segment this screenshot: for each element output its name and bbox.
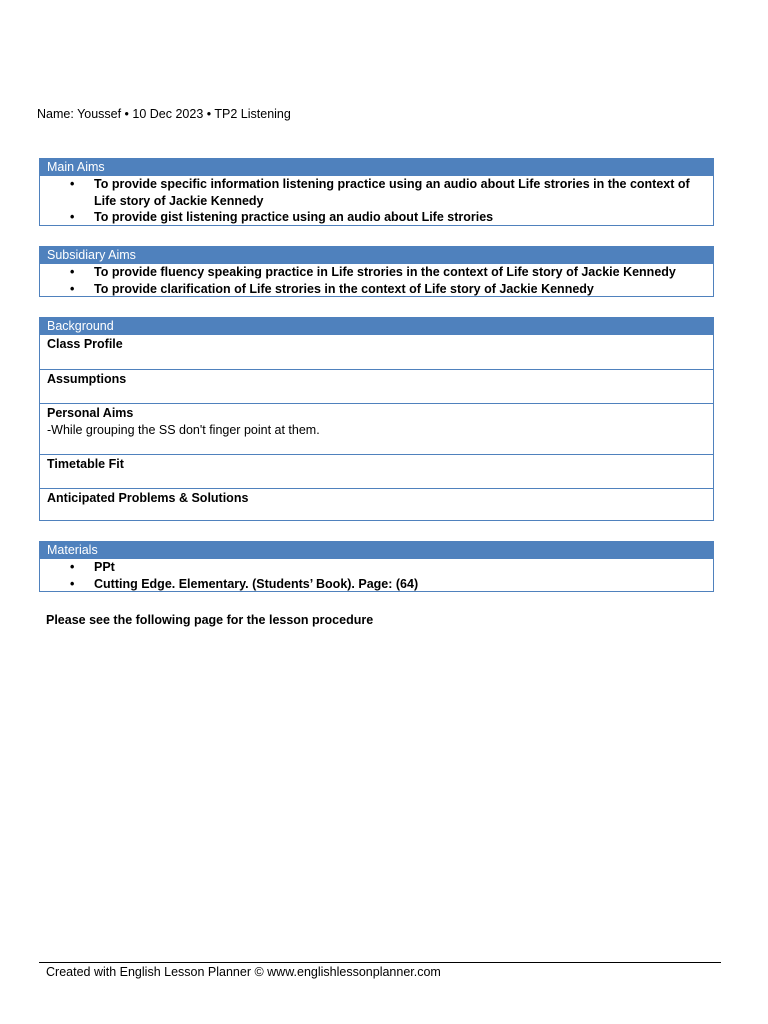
aim-text: To provide specific information listening practice using an audio about Life strories in the context of Life story of Jackie Kennedy <box>94 177 690 208</box>
background-rows <box>40 335 713 521</box>
material-text: Cutting Edge. Elementary. (Students’ Book). Page: (64) <box>94 576 419 591</box>
row-title: Class Profile <box>47 337 123 351</box>
lesson-header: Name: Youssef • 10 Dec 2023 • TP2 Listening <box>37 107 291 121</box>
row-title: Anticipated Problems & Solutions <box>47 491 249 505</box>
row-body: -While grouping the SS don't finger point at them. <box>47 422 320 437</box>
row-title: Personal Aims <box>47 406 134 420</box>
bullet-icon: • <box>70 177 75 191</box>
bullet-icon: • <box>70 210 75 224</box>
list-item <box>40 176 707 209</box>
footer-credit: Created with English Lesson Planner © www.englishlessonplanner.com <box>46 965 441 979</box>
list-item <box>40 281 707 298</box>
row-title: Assumptions <box>47 372 127 386</box>
background-row-anticipated-problems <box>40 488 713 521</box>
main-aims-list <box>40 176 713 227</box>
procedure-note: Please see the following page for the lesson procedure <box>46 613 374 627</box>
main-aims-section <box>39 158 714 226</box>
background-row-assumptions <box>40 369 713 403</box>
footer-divider <box>39 962 721 963</box>
subsidiary-aims-list <box>40 264 713 298</box>
subsidiary-aims-title: Subsidiary Aims <box>40 247 713 264</box>
bullet-icon: • <box>70 576 75 591</box>
list-item <box>40 576 707 593</box>
list-item <box>40 264 707 281</box>
aim-text: To provide clarification of Life strories in the context of Life story of Jackie Kennedy <box>94 281 594 296</box>
background-row-timetable-fit <box>40 454 713 488</box>
background-title: Background <box>40 318 713 335</box>
list-item <box>40 559 707 576</box>
bullet-icon: • <box>70 560 75 574</box>
materials-section <box>39 541 714 592</box>
materials-list <box>40 559 713 593</box>
background-row-personal-aims <box>40 403 713 454</box>
aim-text: To provide fluency speaking practice in Life strories in the context of Life story of Jackie Kennedy <box>94 265 676 279</box>
row-title: Timetable Fit <box>47 457 124 471</box>
aim-text: To provide gist listening practice using an audio about Life strories <box>94 210 494 224</box>
main-aims-title: Main Aims <box>40 159 713 176</box>
materials-title: Materials <box>40 542 713 559</box>
subsidiary-aims-section <box>39 246 714 297</box>
list-item <box>40 209 707 226</box>
material-text: PPt <box>94 560 115 574</box>
bullet-icon: • <box>70 281 75 296</box>
background-row-class-profile <box>40 335 713 369</box>
bullet-icon: • <box>70 265 75 279</box>
background-section <box>39 317 714 521</box>
